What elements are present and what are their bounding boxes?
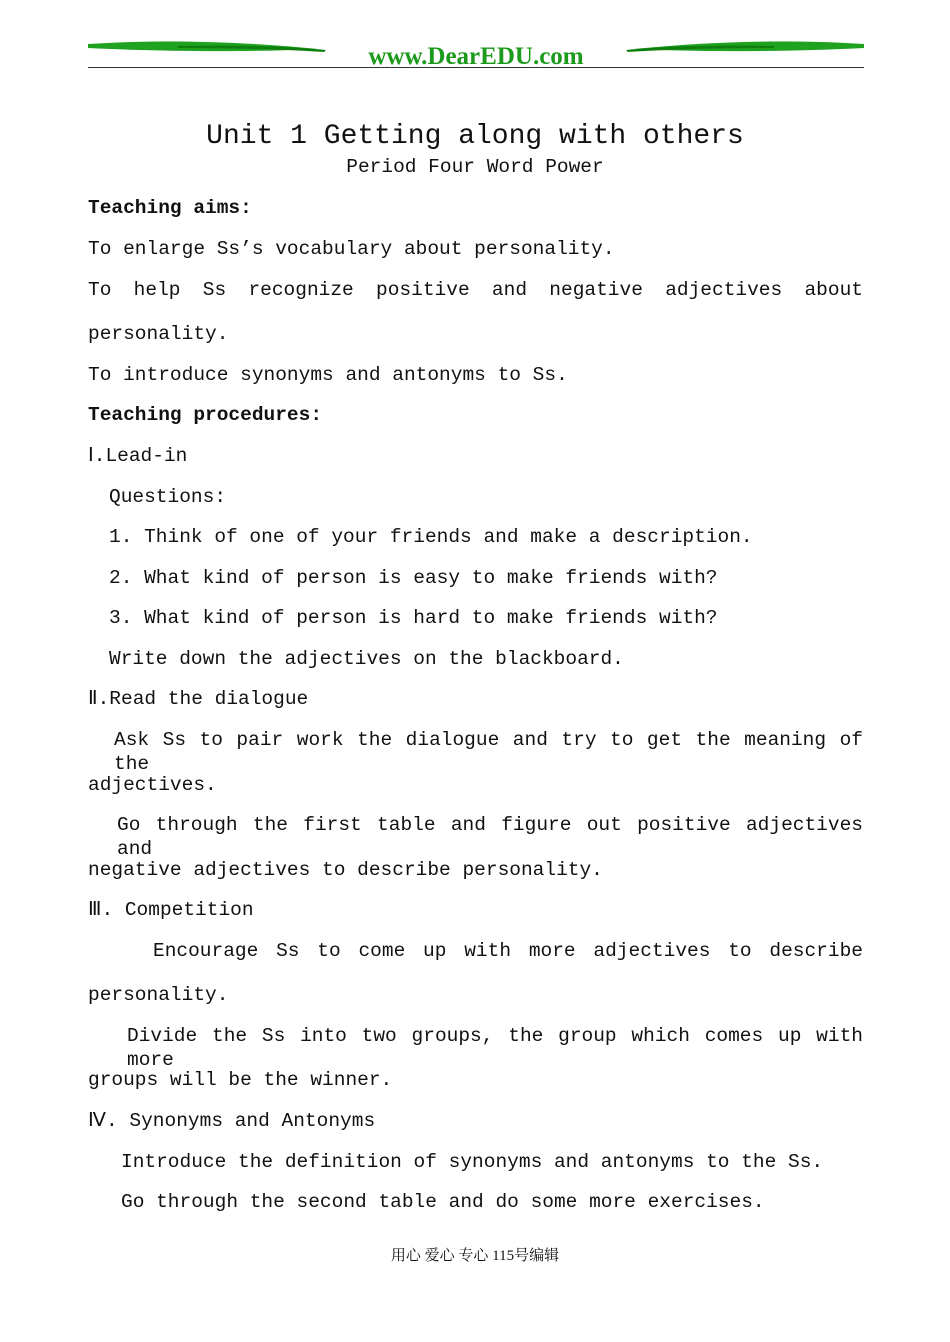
body-line: Introduce the definition of synonyms and antonyms to the Ss.: [121, 1151, 824, 1173]
instruction-line: Write down the adjectives on the blackboard.: [109, 648, 624, 670]
aim-line: To introduce synonyms and antonyms to Ss.: [88, 364, 568, 386]
body-line: personality.: [88, 984, 229, 1006]
body-line: Encourage Ss to come up with more adjectives to describe: [153, 940, 863, 962]
aims-heading: Teaching aims:: [88, 197, 252, 219]
questions-label: Questions:: [109, 486, 227, 508]
body-line: Divide the Ss into two groups, the group which comes up with more: [127, 1025, 863, 1071]
aim-line: To enlarge Ss’s vocabulary about personality.: [88, 238, 615, 260]
document-title: Unit 1 Getting along with others: [206, 121, 744, 152]
document-subtitle: Period Four Word Power: [346, 156, 604, 178]
body-line: adjectives.: [88, 774, 217, 796]
site-logo-text: www.DearEDU.com: [368, 43, 584, 70]
site-header-banner: [88, 36, 864, 76]
section-heading-synonyms-antonyms: Ⅳ. Synonyms and Antonyms: [88, 1110, 376, 1132]
body-line: Ask Ss to pair work the dialogue and try to get the meaning of the: [114, 729, 863, 775]
body-line: groups will be the winner.: [88, 1069, 393, 1091]
section-heading-lead-in: Ⅰ.Lead-in: [88, 445, 188, 467]
page-footer: 用心 爱心 专心 115号编辑: [390, 1248, 560, 1264]
question-item: 2. What kind of person is easy to make friends with?: [109, 567, 718, 589]
question-item: 1. Think of one of your friends and make a description.: [109, 526, 753, 548]
body-line: negative adjectives to describe personality.: [88, 859, 603, 881]
procedures-heading: Teaching procedures:: [88, 404, 323, 426]
header-rule: [88, 67, 864, 68]
body-line: Go through the second table and do some more exercises.: [121, 1191, 765, 1213]
aim-line: personality.: [88, 323, 229, 345]
section-heading-read-dialogue: Ⅱ.Read the dialogue: [88, 688, 309, 710]
body-line: Go through the first table and figure out positive adjectives and: [117, 814, 863, 860]
question-item: 3. What kind of person is hard to make friends with?: [109, 607, 718, 629]
section-heading-competition: Ⅲ. Competition: [88, 899, 254, 921]
aim-line: To help Ss recognize positive and negative adjectives about: [88, 279, 863, 301]
